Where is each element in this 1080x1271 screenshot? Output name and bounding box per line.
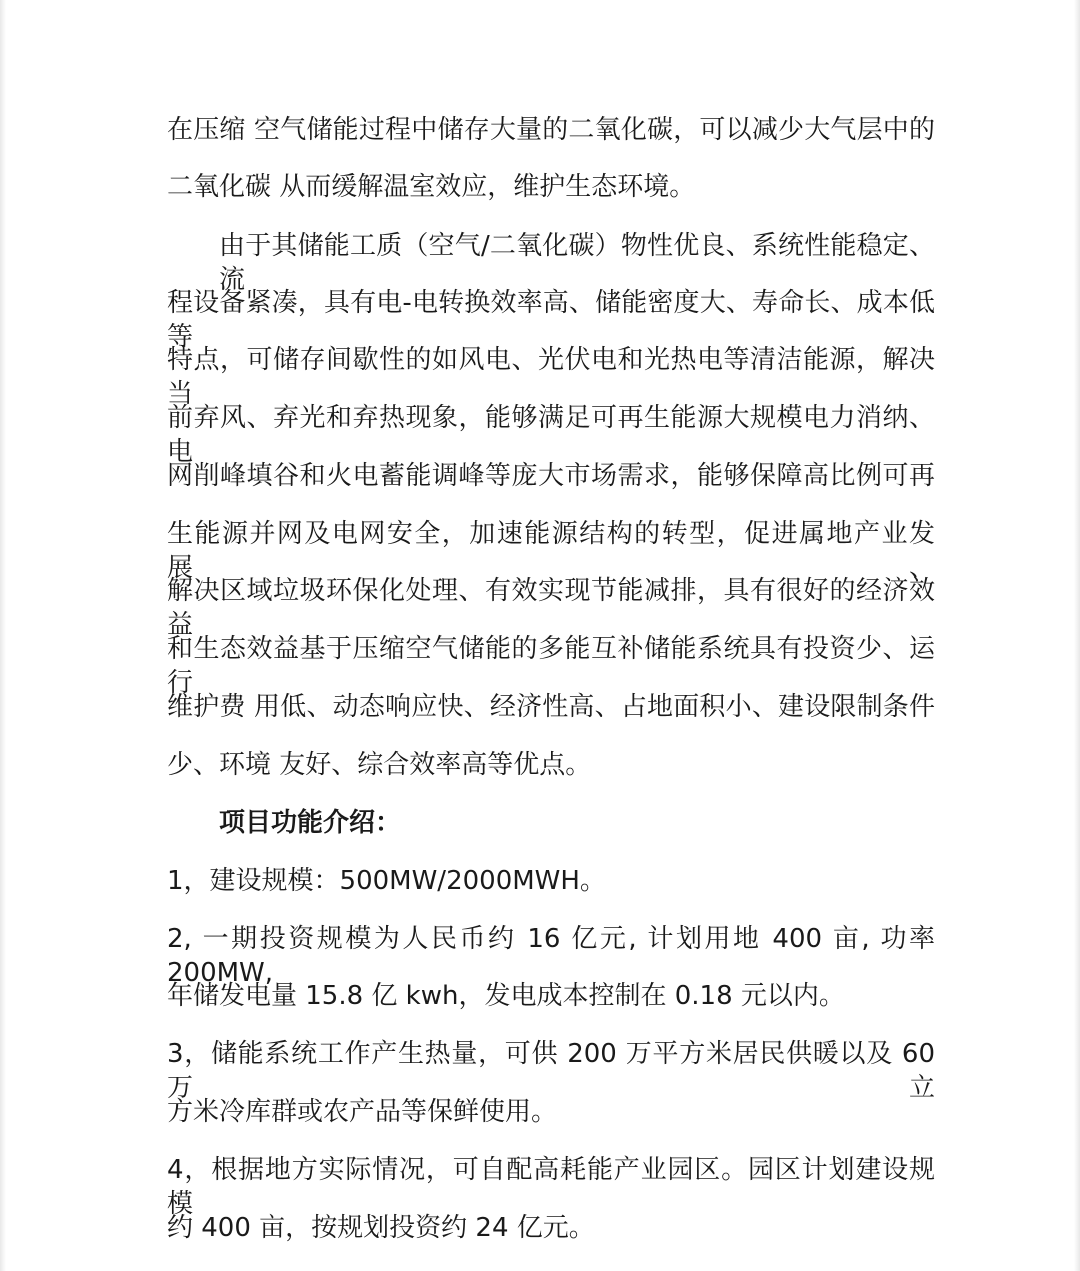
paragraph-line: 和生态效益基于压缩空气储能的多能互补储能系统具有投资少、运行 (167, 634, 935, 698)
paragraph-line: 程设备紧凑，具有电-电转换效率高、储能密度大、寿命长、成本低等 (167, 288, 935, 352)
paragraph-line: 解决区域垃圾环保化处理、有效实现节能减排，具有很好的经济效益 (167, 576, 935, 640)
paragraph-line: 特点，可储存间歇性的如风电、光伏电和光热电等清洁能源，解决当 (167, 345, 935, 409)
paragraph-line: 维护费 用低、动态响应快、经济性高、占地面积小、建设限制条件 (167, 692, 935, 722)
paragraph-line: 由于其储能工质（空气/二氧化碳）物性优良、系统性能稳定、 流 (219, 231, 935, 295)
page-edge-right (1074, 0, 1080, 1271)
list-item: 4，根据地方实际情况，可自配高耗能产业园区。园区计划建设规模 (167, 1155, 935, 1219)
list-item-continuation: 约 400 亩，按规划投资约 24 亿元。 (167, 1213, 595, 1243)
section-heading: 项目功能介绍： (219, 808, 402, 838)
page-edge-left (0, 0, 6, 1271)
list-item-continuation: 方米冷库群或农产品等保鲜使用。 (167, 1097, 558, 1127)
list-item: 2, 一期投资规模为人民币约 16 亿元, 计划用地 400 亩, 功率 200MW, (167, 924, 935, 988)
paragraph-line: 前弃风、弃光和弃热现象，能够满足可再生能源大规模电力消纳、 电 (167, 403, 935, 467)
paragraph-line: 生能源并网及电网安全，加速能源结构的转型，促进属地产业发展、 (167, 519, 935, 583)
list-item: 1，建设规模：500MW/2000MWH。 (167, 866, 606, 896)
paragraph-line: 在压缩 空气储能过程中储存大量的二氧化碳，可以减少大气层中的 (167, 115, 935, 145)
paragraph-line: 网削峰填谷和火电蓄能调峰等庞大市场需求，能够保障高比例可再 (167, 461, 935, 491)
list-item: 3，储能系统工作产生热量，可供 200 万平方米居民供暖以及 60 万立 (167, 1039, 935, 1103)
list-item-continuation: 年储发电量 15.8 亿 kwh，发电成本控制在 0.18 元以内。 (167, 981, 845, 1011)
paragraph-line: 少、环境 友好、综合效率高等优点。 (167, 750, 592, 780)
paragraph-line: 二氧化碳 从而缓解温室效应，维护生态环境。 (167, 172, 696, 202)
